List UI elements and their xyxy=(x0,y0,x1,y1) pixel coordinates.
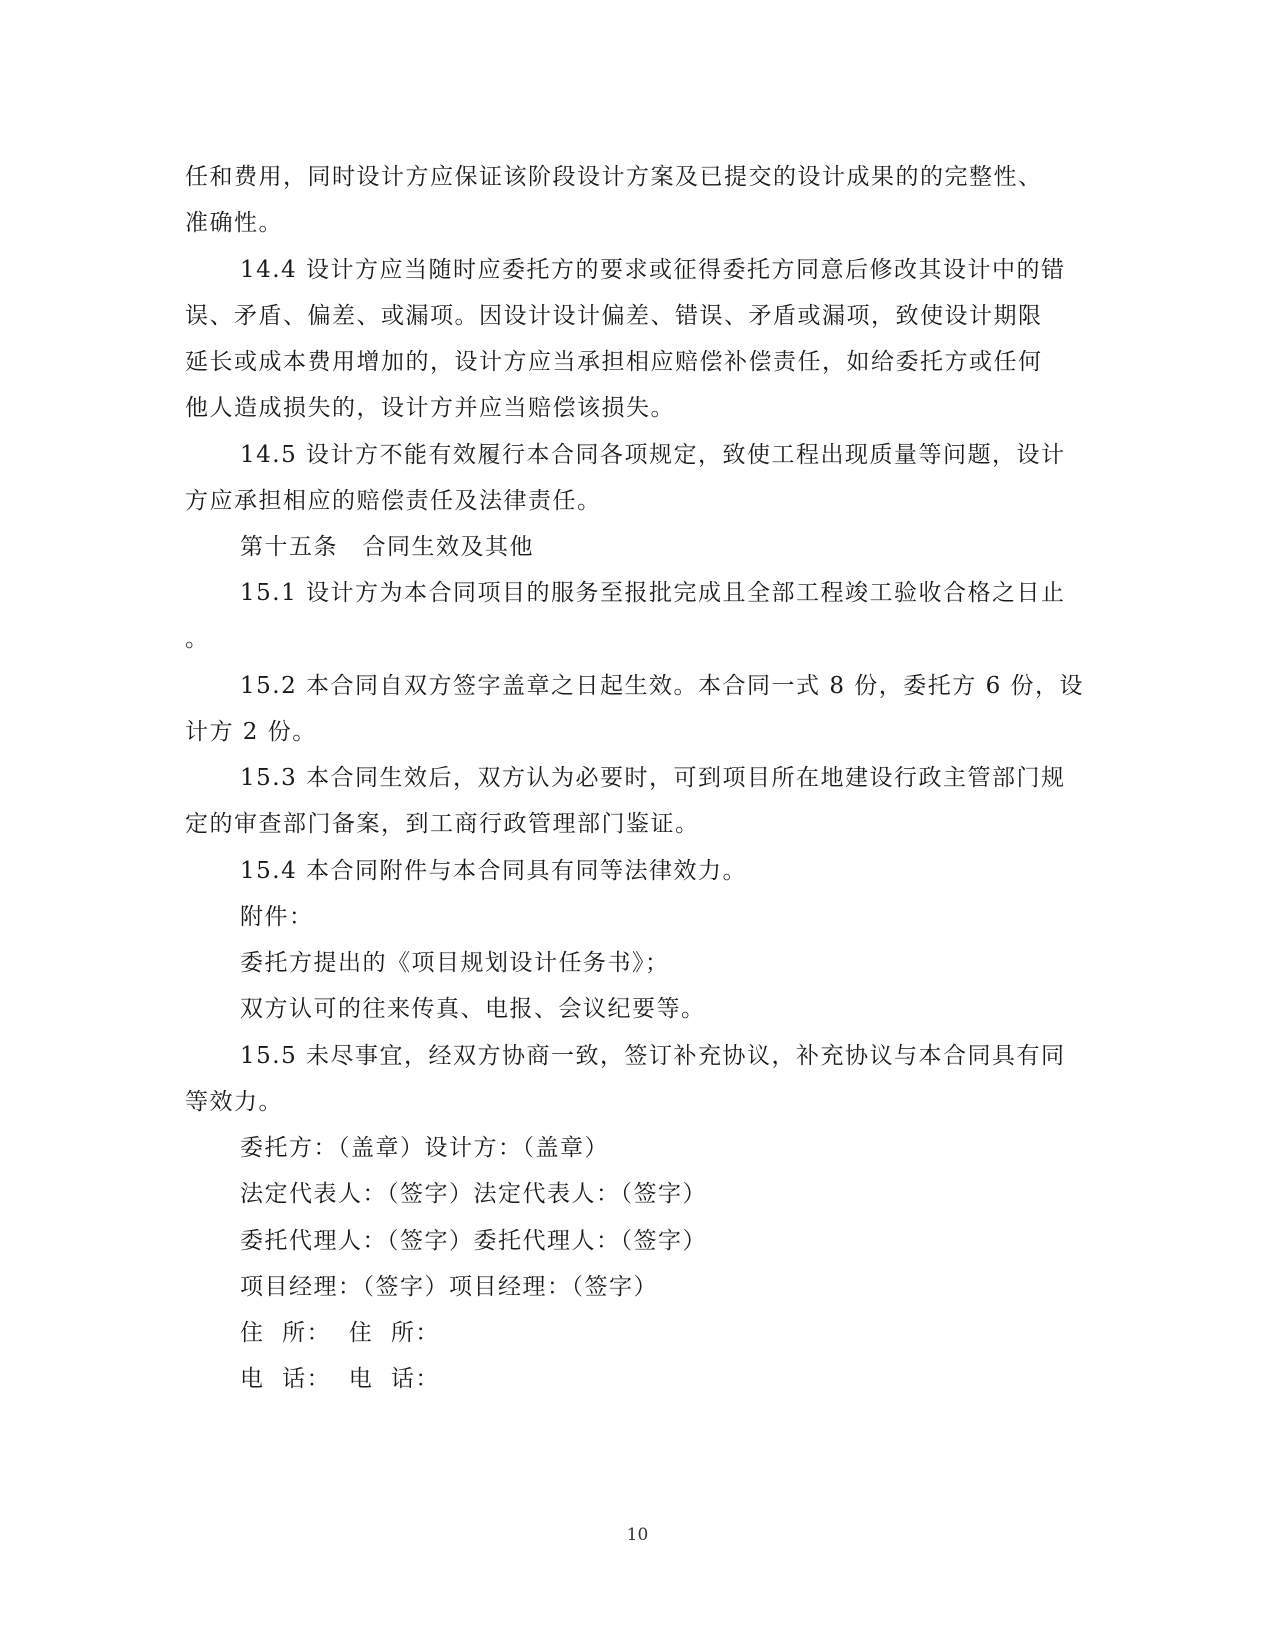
address-line: 住 所： 住 所： xyxy=(240,1320,440,1346)
body-line: 方应承担相应的赔偿责任及法律责任。 xyxy=(185,488,602,514)
body-line: 。 xyxy=(185,626,210,652)
body-line: 误、矛盾、偏差、或漏项。因设计设计偏差、错误、矛盾或漏项，致使设计期限 xyxy=(185,303,1043,329)
signature-legal-rep-line: 法定代表人：（签字）法定代表人：（签字） xyxy=(240,1181,707,1207)
page-number: 10 xyxy=(626,1525,649,1545)
clause-15-5: 15.5 未尽事宜，经双方协商一致，签订补充协议，补充协议与本合同具有同 xyxy=(240,1043,1066,1069)
body-line: 计方 2 份。 xyxy=(185,719,317,745)
attachments-heading: 附件： xyxy=(240,904,314,930)
clause-14-5: 14.5 设计方不能有效履行本合同各项规定，致使工程出现质量等问题，设计 xyxy=(240,442,1066,468)
clause-15-4: 15.4 本合同附件与本合同具有同等法律效力。 xyxy=(240,858,748,884)
clause-15-1: 15.1 设计方为本合同项目的服务至报批完成且全部工程竣工验收合格之日止 xyxy=(240,580,1066,606)
body-line: 延长或成本费用增加的，设计方应当承担相应赔偿补偿责任，如给委托方或任何 xyxy=(185,349,1043,375)
attachment-item: 双方认可的往来传真、电报、会议纪要等。 xyxy=(240,996,706,1022)
phone-line: 电 话： 电 话： xyxy=(240,1366,440,1392)
signature-manager-line: 项目经理：（签字）项目经理：（签字） xyxy=(240,1274,658,1300)
body-line: 他人造成损失的，设计方并应当赔偿该损失。 xyxy=(185,395,675,421)
clause-14-4: 14.4 设计方应当随时应委托方的要求或征得委托方同意后修改其设计中的错 xyxy=(240,257,1066,283)
body-line: 准确性。 xyxy=(185,210,283,236)
clause-15-2: 15.2 本合同自双方签字盖章之日起生效。本合同一式 8 份，委托方 6 份，设 xyxy=(240,673,1085,699)
attachment-item: 委托方提出的《项目规划设计任务书》； xyxy=(240,950,670,976)
signature-agent-line: 委托代理人：（签字）委托代理人：（签字） xyxy=(240,1228,707,1254)
body-line: 等效力。 xyxy=(185,1089,283,1115)
article-15-heading: 第十五条 合同生效及其他 xyxy=(240,534,534,560)
body-line: 定的审查部门备案，到工商行政管理部门鉴证。 xyxy=(185,811,700,837)
clause-15-3: 15.3 本合同生效后，双方认为必要时，可到项目所在地建设行政主管部门规 xyxy=(240,765,1066,791)
signature-seal-line: 委托方：（盖章）设计方：（盖章） xyxy=(240,1135,609,1161)
body-line: 任和费用，同时设计方应保证该阶段设计方案及已提交的设计成果的的完整性、 xyxy=(185,164,1043,190)
